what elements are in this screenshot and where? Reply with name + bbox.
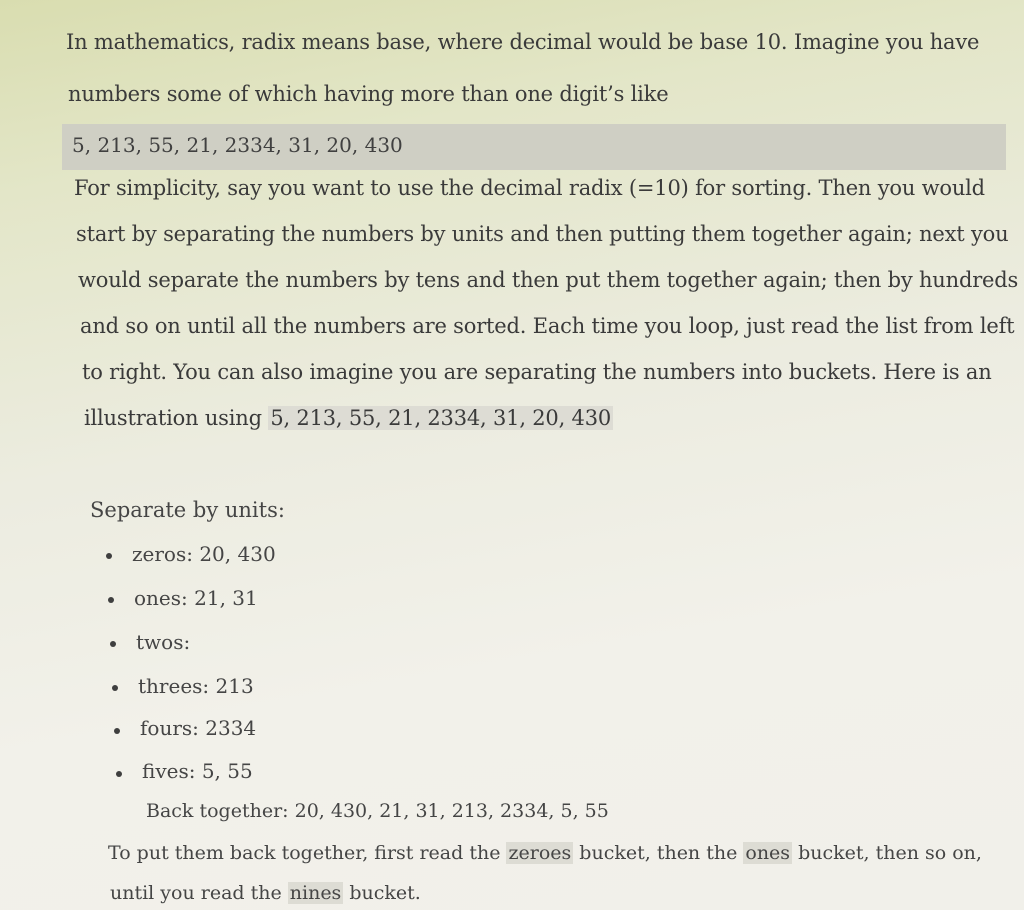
bullet-dot-icon bbox=[108, 597, 114, 603]
list-item: twos: bbox=[136, 630, 191, 654]
bullet-dot-icon bbox=[112, 685, 118, 691]
explanation-line-4: and so on until all the numbers are sorted. Each time you loop, just read the list from left bbox=[80, 314, 1015, 338]
list-item: fives: 5, 55 bbox=[142, 759, 253, 783]
footer-line-2-part2: bucket. bbox=[343, 882, 421, 904]
units-title: Separate by units: bbox=[90, 498, 285, 522]
intro-line-1: In mathematics, radix means base, where decimal would be base 10. Imagine you have bbox=[66, 30, 980, 54]
ones-highlight: ones bbox=[745, 842, 791, 864]
intro-line-2: numbers some of which having more than one digit’s like bbox=[68, 82, 669, 106]
footer-line-2 bbox=[110, 882, 421, 904]
explanation-numbers-highlight: 5, 213, 55, 21, 2334, 31, 20, 430 bbox=[270, 406, 612, 430]
explanation-line-3: would separate the numbers by tens and then put them together again; then by hundreds bbox=[78, 268, 1019, 292]
bullet-dot-icon bbox=[114, 728, 120, 734]
bullet-dot-icon bbox=[106, 553, 112, 559]
list-item: fours: 2334 bbox=[140, 716, 257, 740]
explanation-line-5: to right. You can also imagine you are separating the numbers into buckets. Here is an bbox=[82, 360, 992, 384]
list-item: zeros: 20, 430 bbox=[132, 542, 276, 566]
list-item: threes: 213 bbox=[138, 674, 254, 698]
list-item: ones: 21, 31 bbox=[134, 586, 258, 610]
footer-line-1-part3: bucket, then so on, bbox=[792, 842, 982, 864]
nines-highlight: nines bbox=[289, 882, 342, 904]
bullet-dot-icon bbox=[110, 641, 116, 647]
footer-line-1-part1: To put them back together, first read the bbox=[108, 842, 507, 864]
bullet-dot-icon bbox=[116, 771, 122, 777]
explanation-line-2: start by separating the numbers by units and then putting them together again; next you bbox=[76, 222, 1009, 246]
explanation-line-6-prefix: illustration using bbox=[84, 406, 269, 430]
zeroes-highlight: zeroes bbox=[508, 842, 572, 864]
footer-line-1-part2: bucket, then the bbox=[573, 842, 744, 864]
numbers-highlight-band bbox=[62, 124, 1006, 170]
intro-numbers: 5, 213, 55, 21, 2334, 31, 20, 430 bbox=[72, 133, 403, 157]
explanation-line-6 bbox=[84, 406, 613, 430]
back-together-line: Back together: 20, 430, 21, 31, 213, 2334, 5, 55 bbox=[146, 800, 609, 822]
footer-line-2-part1: until you read the bbox=[110, 882, 288, 904]
footer-line-1 bbox=[108, 842, 982, 864]
explanation-line-1: For simplicity, say you want to use the decimal radix (=10) for sorting. Then you would bbox=[74, 176, 985, 200]
